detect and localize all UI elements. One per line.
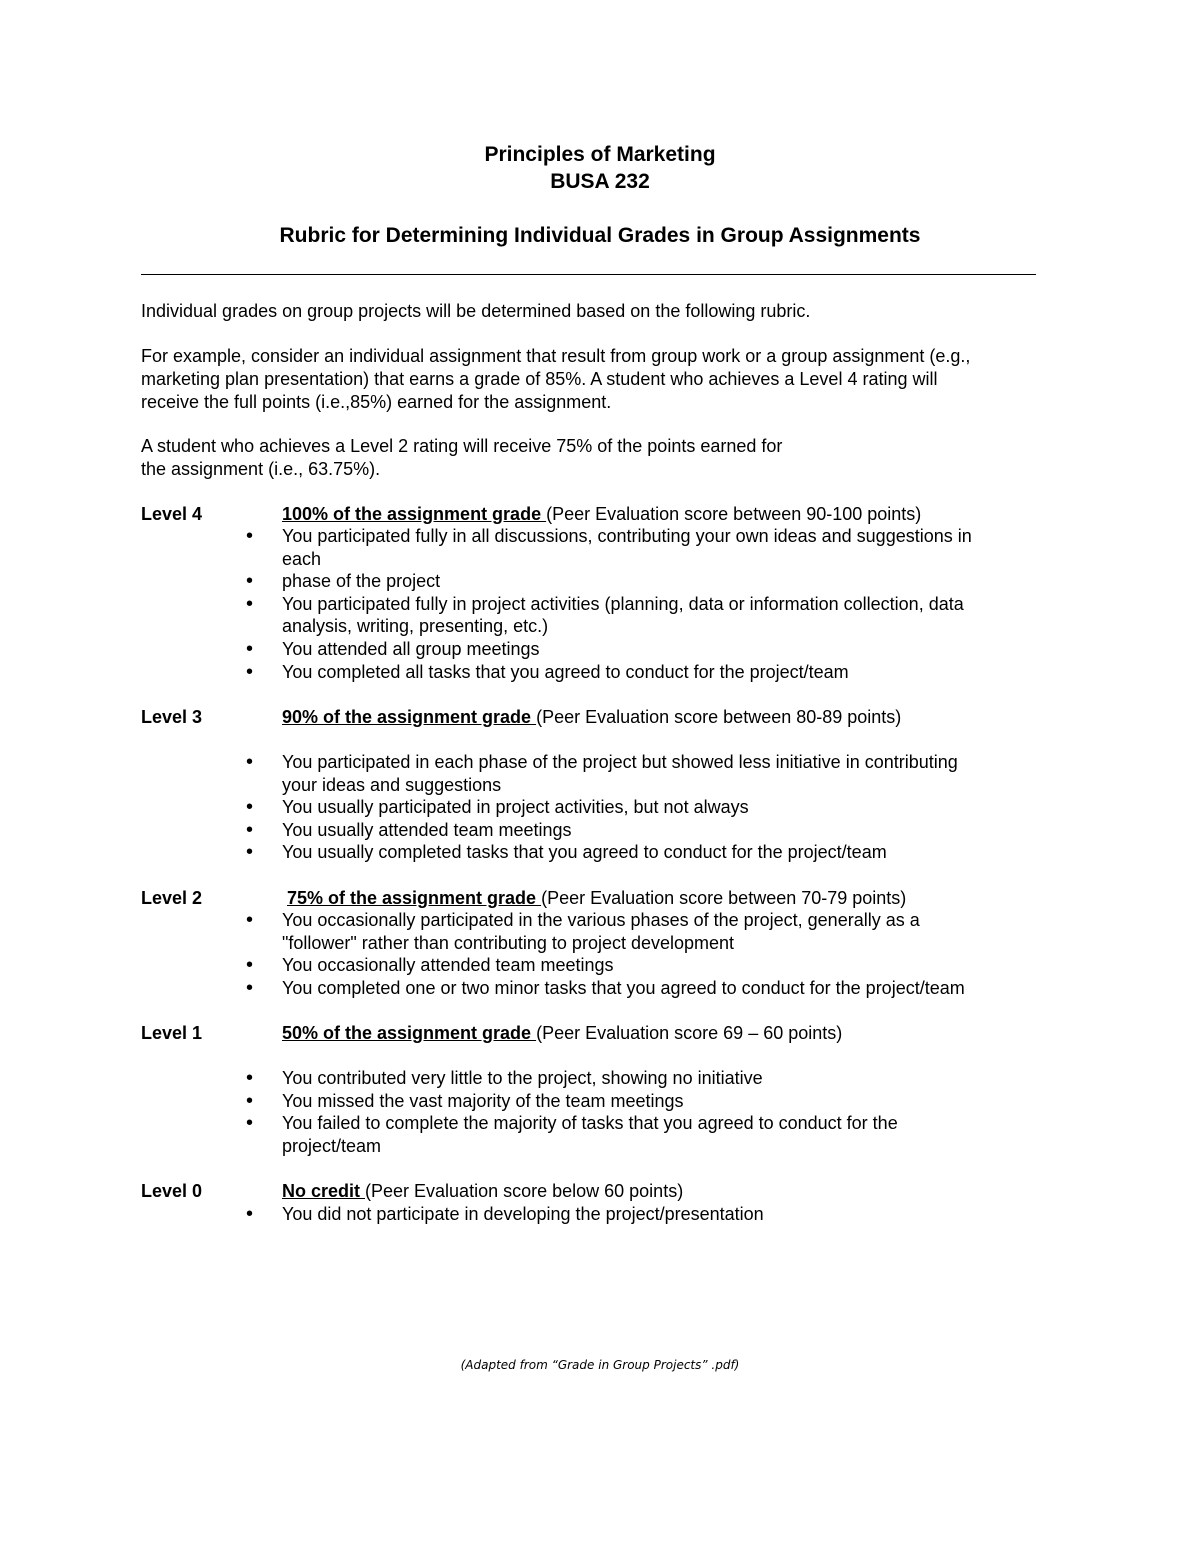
level-3-heading [282, 706, 901, 729]
course-code: BUSA 232 [550, 170, 650, 193]
list-item: project/team [282, 1135, 382, 1156]
list-item: • You occasionally attended team meetings [282, 954, 1052, 977]
course-title: Principles of Marketing [484, 143, 716, 166]
level-0-grade: No credit [282, 1181, 366, 1201]
intro-text-line: the assignment (i.e., 63.75%). [141, 459, 381, 479]
list-item: your ideas and suggestions [282, 774, 502, 795]
document-title: Rubric for Determining Individual Grades in Group Assignments [279, 224, 921, 247]
list-item: • You usually attended team meetings [282, 819, 1052, 842]
list-item: • You participated fully in project activities (planning, data or information collection, data [282, 593, 1052, 616]
list-item: "follower" rather than contributing to project development [282, 932, 735, 953]
intro-text-line: receive the full points (i.e.,85%) earned for the assignment. [141, 392, 612, 412]
level-2-detail: (Peer Evaluation score between 70-79 points) [541, 888, 907, 908]
list-item: • You attended all group meetings [282, 638, 1052, 661]
level-2-heading [287, 887, 906, 910]
list-item: • You completed all tasks that you agreed to conduct for the project/team [282, 661, 1052, 684]
intro-paragraph-3 [141, 435, 1061, 481]
level-3-label: Level 3 [141, 707, 203, 727]
level-4-detail: (Peer Evaluation score between 90-100 points) [546, 504, 922, 524]
intro-paragraph-1 [141, 300, 1061, 323]
level-0-heading [282, 1180, 683, 1203]
list-item: • You failed to complete the majority of tasks that you agreed to conduct for the [282, 1112, 1052, 1135]
level-1-bullets [282, 1067, 1052, 1157]
list-item: • You occasionally participated in the various phases of the project, generally as a [282, 909, 1052, 932]
level-3-grade: 90% of the assignment grade [282, 707, 537, 727]
list-item: • You missed the vast majority of the team meetings [282, 1090, 1052, 1113]
level-3-detail: (Peer Evaluation score between 80-89 points) [536, 707, 902, 727]
list-item: • phase of the project [282, 570, 1052, 593]
level-1-grade: 50% of the assignment grade [282, 1023, 537, 1043]
list-item: • You contributed very little to the project, showing no initiative [282, 1067, 1052, 1090]
list-item: • You usually participated in project activities, but not always [282, 796, 1052, 819]
list-item: • You completed one or two minor tasks that you agreed to conduct for the project/team [282, 977, 1052, 1000]
intro-text-line: For example, consider an individual assignment that result from group work or a group assignment (e.g., [141, 346, 971, 366]
level-1-heading [282, 1022, 842, 1045]
level-1-label: Level 1 [141, 1023, 203, 1043]
intro-text-line: A student who achieves a Level 2 rating will receive 75% of the points earned for [141, 436, 783, 456]
list-item: • You participated in each phase of the project but showed less initiative in contributing [282, 751, 1052, 774]
list-item: • You participated fully in all discussions, contributing your own ideas and suggestions in [282, 525, 1052, 548]
level-2-label: Level 2 [141, 888, 203, 908]
list-item: analysis, writing, presenting, etc.) [282, 616, 549, 637]
level-4-bullets [282, 525, 1052, 683]
level-4-grade: 100% of the assignment grade [282, 504, 547, 524]
intro-text: Individual grades on group projects will be determined based on the following rubric. [141, 301, 811, 321]
list-item: • You usually completed tasks that you agreed to conduct for the project/team [282, 841, 1052, 864]
list-item: • You did not participate in developing the project/presentation [282, 1203, 1052, 1226]
intro-text-line: marketing plan presentation) that earns a grade of 85%. A student who achieves a Level 4 rating will [141, 369, 938, 389]
level-0-label: Level 0 [141, 1181, 203, 1201]
list-item: each [282, 548, 322, 569]
level-4-label: Level 4 [141, 504, 203, 524]
source-footnote: (Adapted from “Grade in Group Projects” .pdf) [460, 1358, 740, 1372]
level-1-detail: (Peer Evaluation score 69 – 60 points) [536, 1023, 843, 1043]
level-0-detail: (Peer Evaluation score below 60 points) [365, 1181, 684, 1201]
level-4-heading [282, 503, 921, 526]
level-2-grade: 75% of the assignment grade [287, 888, 542, 908]
level-0-bullets [282, 1203, 1052, 1226]
level-2-bullets [282, 909, 1052, 999]
level-3-bullets [282, 751, 1052, 864]
horizontal-rule [141, 274, 1036, 275]
intro-paragraph-2 [141, 345, 1061, 414]
